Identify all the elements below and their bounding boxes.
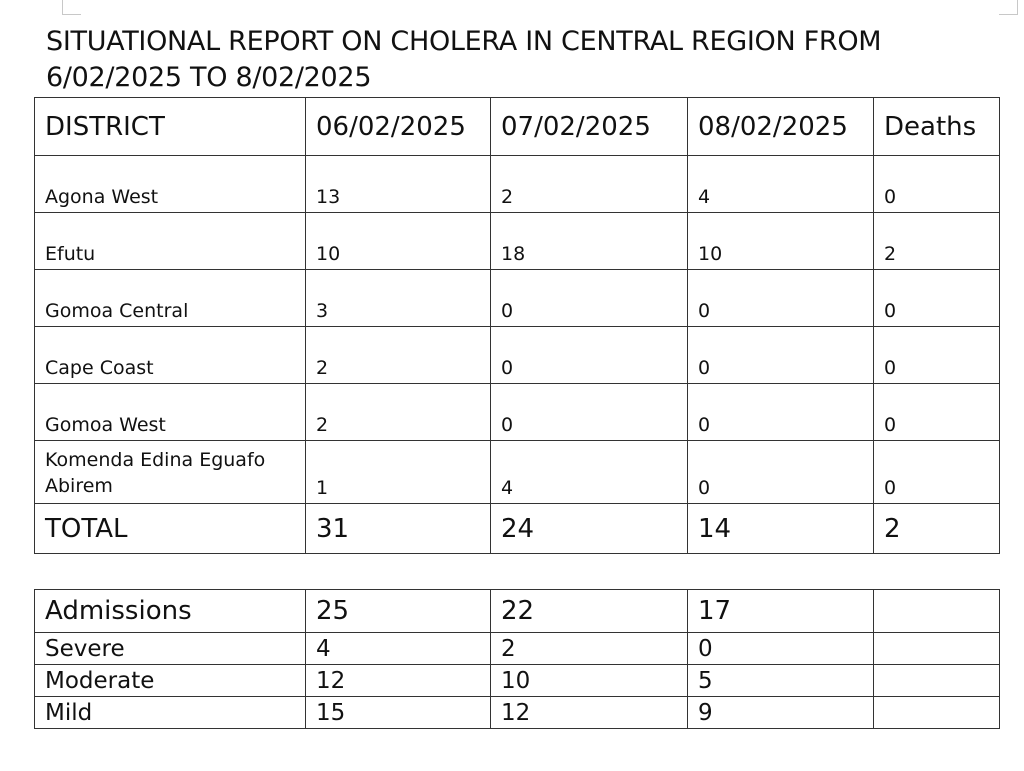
district-cell: Gomoa Central — [35, 270, 306, 327]
cases-cell: 0 — [491, 327, 688, 384]
severity-empty-cell — [874, 697, 1000, 729]
admissions-table — [34, 589, 1000, 729]
cases-cell: 1 — [306, 441, 491, 504]
deaths-cell: 0 — [874, 327, 1000, 384]
cases-cell: 0 — [688, 441, 874, 504]
report-title: SITUATIONAL REPORT ON CHOLERA IN CENTRAL REGION FROM 6/02/2025 TO 8/02/2025 — [46, 26, 882, 93]
district-cell: Efutu — [35, 213, 306, 270]
deaths-cell: 0 — [874, 384, 1000, 441]
deaths-cell: 0 — [874, 156, 1000, 213]
cases-cell: 4 — [688, 156, 874, 213]
table-row — [35, 270, 1000, 327]
severity-empty-cell — [874, 665, 1000, 697]
header-date-2: 07/02/2025 — [491, 98, 688, 156]
table-row — [35, 327, 1000, 384]
total-row — [35, 504, 1000, 554]
cases-cell: 2 — [306, 384, 491, 441]
table-row — [35, 384, 1000, 441]
severity-row — [35, 697, 1000, 729]
deaths-cell: 2 — [874, 213, 1000, 270]
admissions-cell: 25 — [306, 590, 491, 633]
admissions-row — [35, 590, 1000, 633]
admissions-label: Admissions — [35, 590, 306, 633]
severity-cell: 9 — [688, 697, 874, 729]
cases-cell: 0 — [491, 384, 688, 441]
total-label: TOTAL — [35, 504, 306, 554]
cases-cell: 0 — [688, 327, 874, 384]
cases-cell: 18 — [491, 213, 688, 270]
deaths-cell: 0 — [874, 270, 1000, 327]
cases-cell: 0 — [491, 270, 688, 327]
page-corner-mark-left — [62, 0, 81, 15]
cases-cell: 13 — [306, 156, 491, 213]
cases-table — [34, 97, 1000, 554]
cases-cell: 10 — [688, 213, 874, 270]
table-row — [35, 441, 1000, 504]
severity-cell: 12 — [491, 697, 688, 729]
district-cell: Cape Coast — [35, 327, 306, 384]
header-date-1: 06/02/2025 — [306, 98, 491, 156]
deaths-cell: 0 — [874, 441, 1000, 504]
admissions-cell: 22 — [491, 590, 688, 633]
cases-cell: 0 — [688, 384, 874, 441]
severity-empty-cell — [874, 633, 1000, 665]
severity-cell: 12 — [306, 665, 491, 697]
severity-row — [35, 665, 1000, 697]
severity-cell: 15 — [306, 697, 491, 729]
severity-label: Moderate — [35, 665, 306, 697]
severity-label: Mild — [35, 697, 306, 729]
table-row — [35, 156, 1000, 213]
total-cell: 31 — [306, 504, 491, 554]
severity-label: Severe — [35, 633, 306, 665]
total-cell: 24 — [491, 504, 688, 554]
header-district: DISTRICT — [35, 98, 306, 156]
header-deaths: Deaths — [874, 98, 1000, 156]
cases-cell: 0 — [688, 270, 874, 327]
district-cell: Gomoa West — [35, 384, 306, 441]
severity-cell: 5 — [688, 665, 874, 697]
severity-cell: 0 — [688, 633, 874, 665]
table-row — [35, 213, 1000, 270]
district-cell — [35, 441, 306, 504]
severity-cell: 2 — [491, 633, 688, 665]
district-cell: Agona West — [35, 156, 306, 213]
cases-cell: 4 — [491, 441, 688, 504]
severity-cell: 10 — [491, 665, 688, 697]
total-deaths-cell: 2 — [874, 504, 1000, 554]
severity-cell: 4 — [306, 633, 491, 665]
cases-cell: 2 — [491, 156, 688, 213]
district-label: Komenda Edina Eguafo Abirem — [45, 449, 266, 497]
cases-cell: 3 — [306, 270, 491, 327]
cases-cell: 10 — [306, 213, 491, 270]
cases-cell: 2 — [306, 327, 491, 384]
admissions-empty-cell — [874, 590, 1000, 633]
header-date-3: 08/02/2025 — [688, 98, 874, 156]
severity-row — [35, 633, 1000, 665]
total-cell: 14 — [688, 504, 874, 554]
admissions-cell: 17 — [688, 590, 874, 633]
page-corner-mark-right — [999, 0, 1018, 15]
cases-header-row — [35, 98, 1000, 156]
